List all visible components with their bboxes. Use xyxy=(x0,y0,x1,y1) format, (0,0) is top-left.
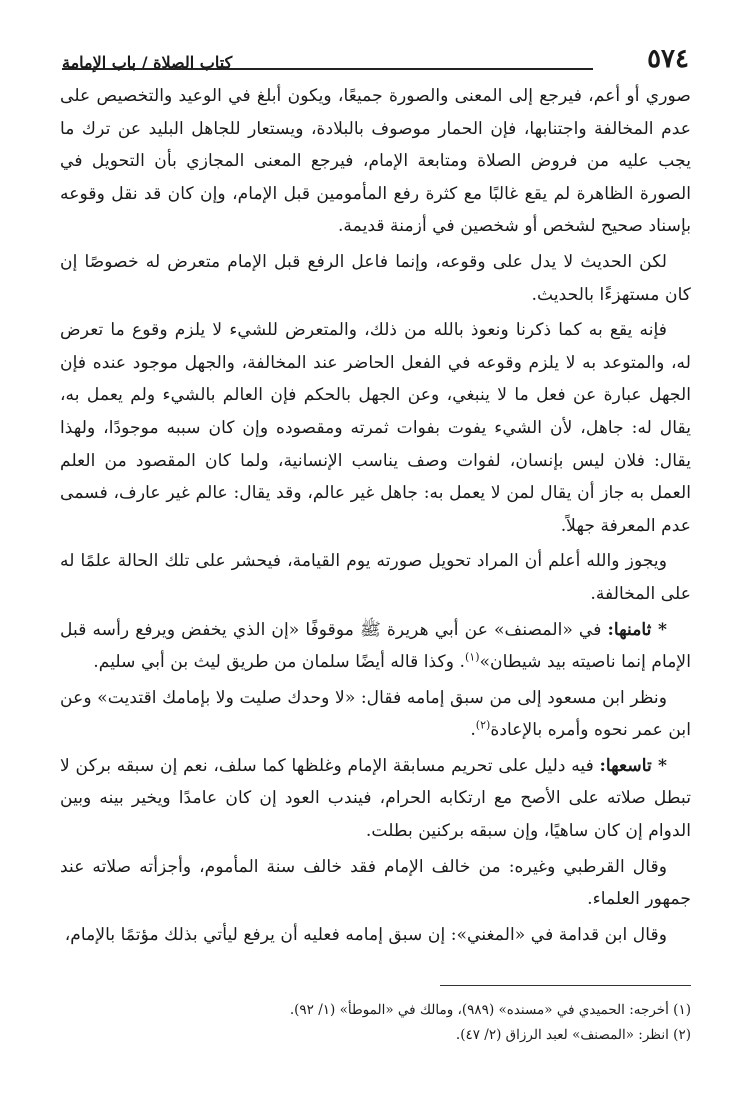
paragraph xyxy=(60,750,691,848)
page-header xyxy=(62,32,689,72)
running-title: كتاب الصلاة / باب الإمامة xyxy=(62,53,233,72)
paragraph-text: ونظر ابن مسعود إلى من سبق إمامه فقال: «لا وحدك صليت ولا بإمامك اقتديت» وعن ابن عمر نحوه وأمره بالإعادة xyxy=(60,687,691,741)
point-marker: * ثامنها: xyxy=(607,619,667,640)
footnote-ref: (٢) xyxy=(475,718,491,732)
footnote: (١) أخرجه: الحميدي في «مسنده» (٩٨٩)، ومالك في «الموطأ» (١/ ٩٢). xyxy=(289,1002,691,1018)
paragraph xyxy=(60,851,691,916)
paragraph xyxy=(60,919,691,952)
footnotes xyxy=(60,998,691,1048)
paragraph-text-cont: . xyxy=(470,720,476,741)
paragraph-text: فيه دليل على تحريم مسابقة الإمام وغلظها كما سلف، نعم إن سبقه بركن لا تبطل صلاته على الأصح مع ارتكابه الحرام، فيندب العود إن كان عامدًا ويخير بينه وبين الدوام إن كان ساهيًا، وإن سبقه بركنين بطلت. xyxy=(60,755,691,842)
paragraph-text: في «المصنف» عن أبي هريرة ﷺ موقوفًا «إن الذي يخفض ويرفع رأسه قبل الإمام إنما ناصيته بيد شيطان» xyxy=(60,619,691,673)
paragraph-text: فإنه يقع به كما ذكرنا ونعوذ بالله من ذلك، والمتعرض للشيء لا يلزم وقوع ما تعرض له، والمتوعد به لا يلزم وقوعه في الفعل الحاضر عند المخالفة، والجهل موجود عنده فإن الجهل عبارة عن فعل ما لا ينبغي، وعن الجهل بالحكم فإن العالم بالشيء ولم يعمل به، يقال له: جاهل، لأن الشيء يفوت بفوات ثمرته ومقصوده وإن كان سببه موجودًا، ولهذا يقال: فلان ليس بإنسان، لفوات وصف يناسب الإنسانية، ولما كان المقصود من العلم العمل به جاز أن يقال لمن لا يعمل به: جاهل غير عالم، وقد يقال: عالم غير عارف، فسمى عدم المعرفة جهلاً. xyxy=(60,320,691,536)
header-rule xyxy=(62,68,593,70)
paragraph-text-cont: . وكذا قاله أيضًا سلمان من طريق ليث بن أبي سليم. xyxy=(93,652,465,673)
paragraph xyxy=(60,682,691,747)
paragraph-text: ويجوز والله أعلم أن المراد تحويل صورته يوم القيامة، فيحشر على تلك الحالة علمًا له على المخالفة. xyxy=(60,551,691,604)
point-marker: * تاسعها: xyxy=(599,755,667,776)
page-number: ٥٧٤ xyxy=(647,44,689,74)
paragraph-text: وقال ابن قدامة في «المغني»: إن سبق إمامه فعليه أن يرفع ليأتي بذلك مؤتمًا بالإمام، xyxy=(64,924,667,945)
paragraph xyxy=(60,614,691,679)
paragraph-text: صوري أو أعم، فيرجع إلى المعنى والصورة جميعًا، ويكون أبلغ في الوعيد والتخصيص على عدم المخالفة واجتنابها، فإن الحمار موصوف بالبلادة، ويستعار للجاهل البليد عن ترك ما يجب عليه من فروض الصلاة ومتابعة الإمام، فيرجع المعنى المجازي بأن التحويل في الصورة الظاهرة لم يقع غالبًا مع كثرة رفع المأمومين قبل الإمام، وإن كان قد نقل وقوعه بإسناد صحيح لشخص أو شخصين في أزمنة قديمة. xyxy=(60,86,691,237)
paragraph xyxy=(60,246,691,311)
paragraph xyxy=(60,314,691,542)
footnote-ref: (١) xyxy=(464,650,480,664)
paragraph-text: وقال القرطبي وغيره: من خالف الإمام فقد خالف سنة المأموم، وأجزأته صلاته عند جمهور العلماء. xyxy=(60,856,691,910)
footnote-rule xyxy=(440,985,691,986)
paragraph xyxy=(60,80,691,243)
main-text xyxy=(60,80,691,954)
paragraph-text: لكن الحديث لا يدل على وقوعه، وإنما فاعل الرفع قبل الإمام متعرض له خصوصًا إن كان مستهزءًا بالحديث. xyxy=(60,251,691,305)
footnote: (٢) انظر: «المصنف» لعبد الرزاق (٢/ ٤٧). xyxy=(455,1027,691,1043)
paragraph xyxy=(60,545,691,610)
